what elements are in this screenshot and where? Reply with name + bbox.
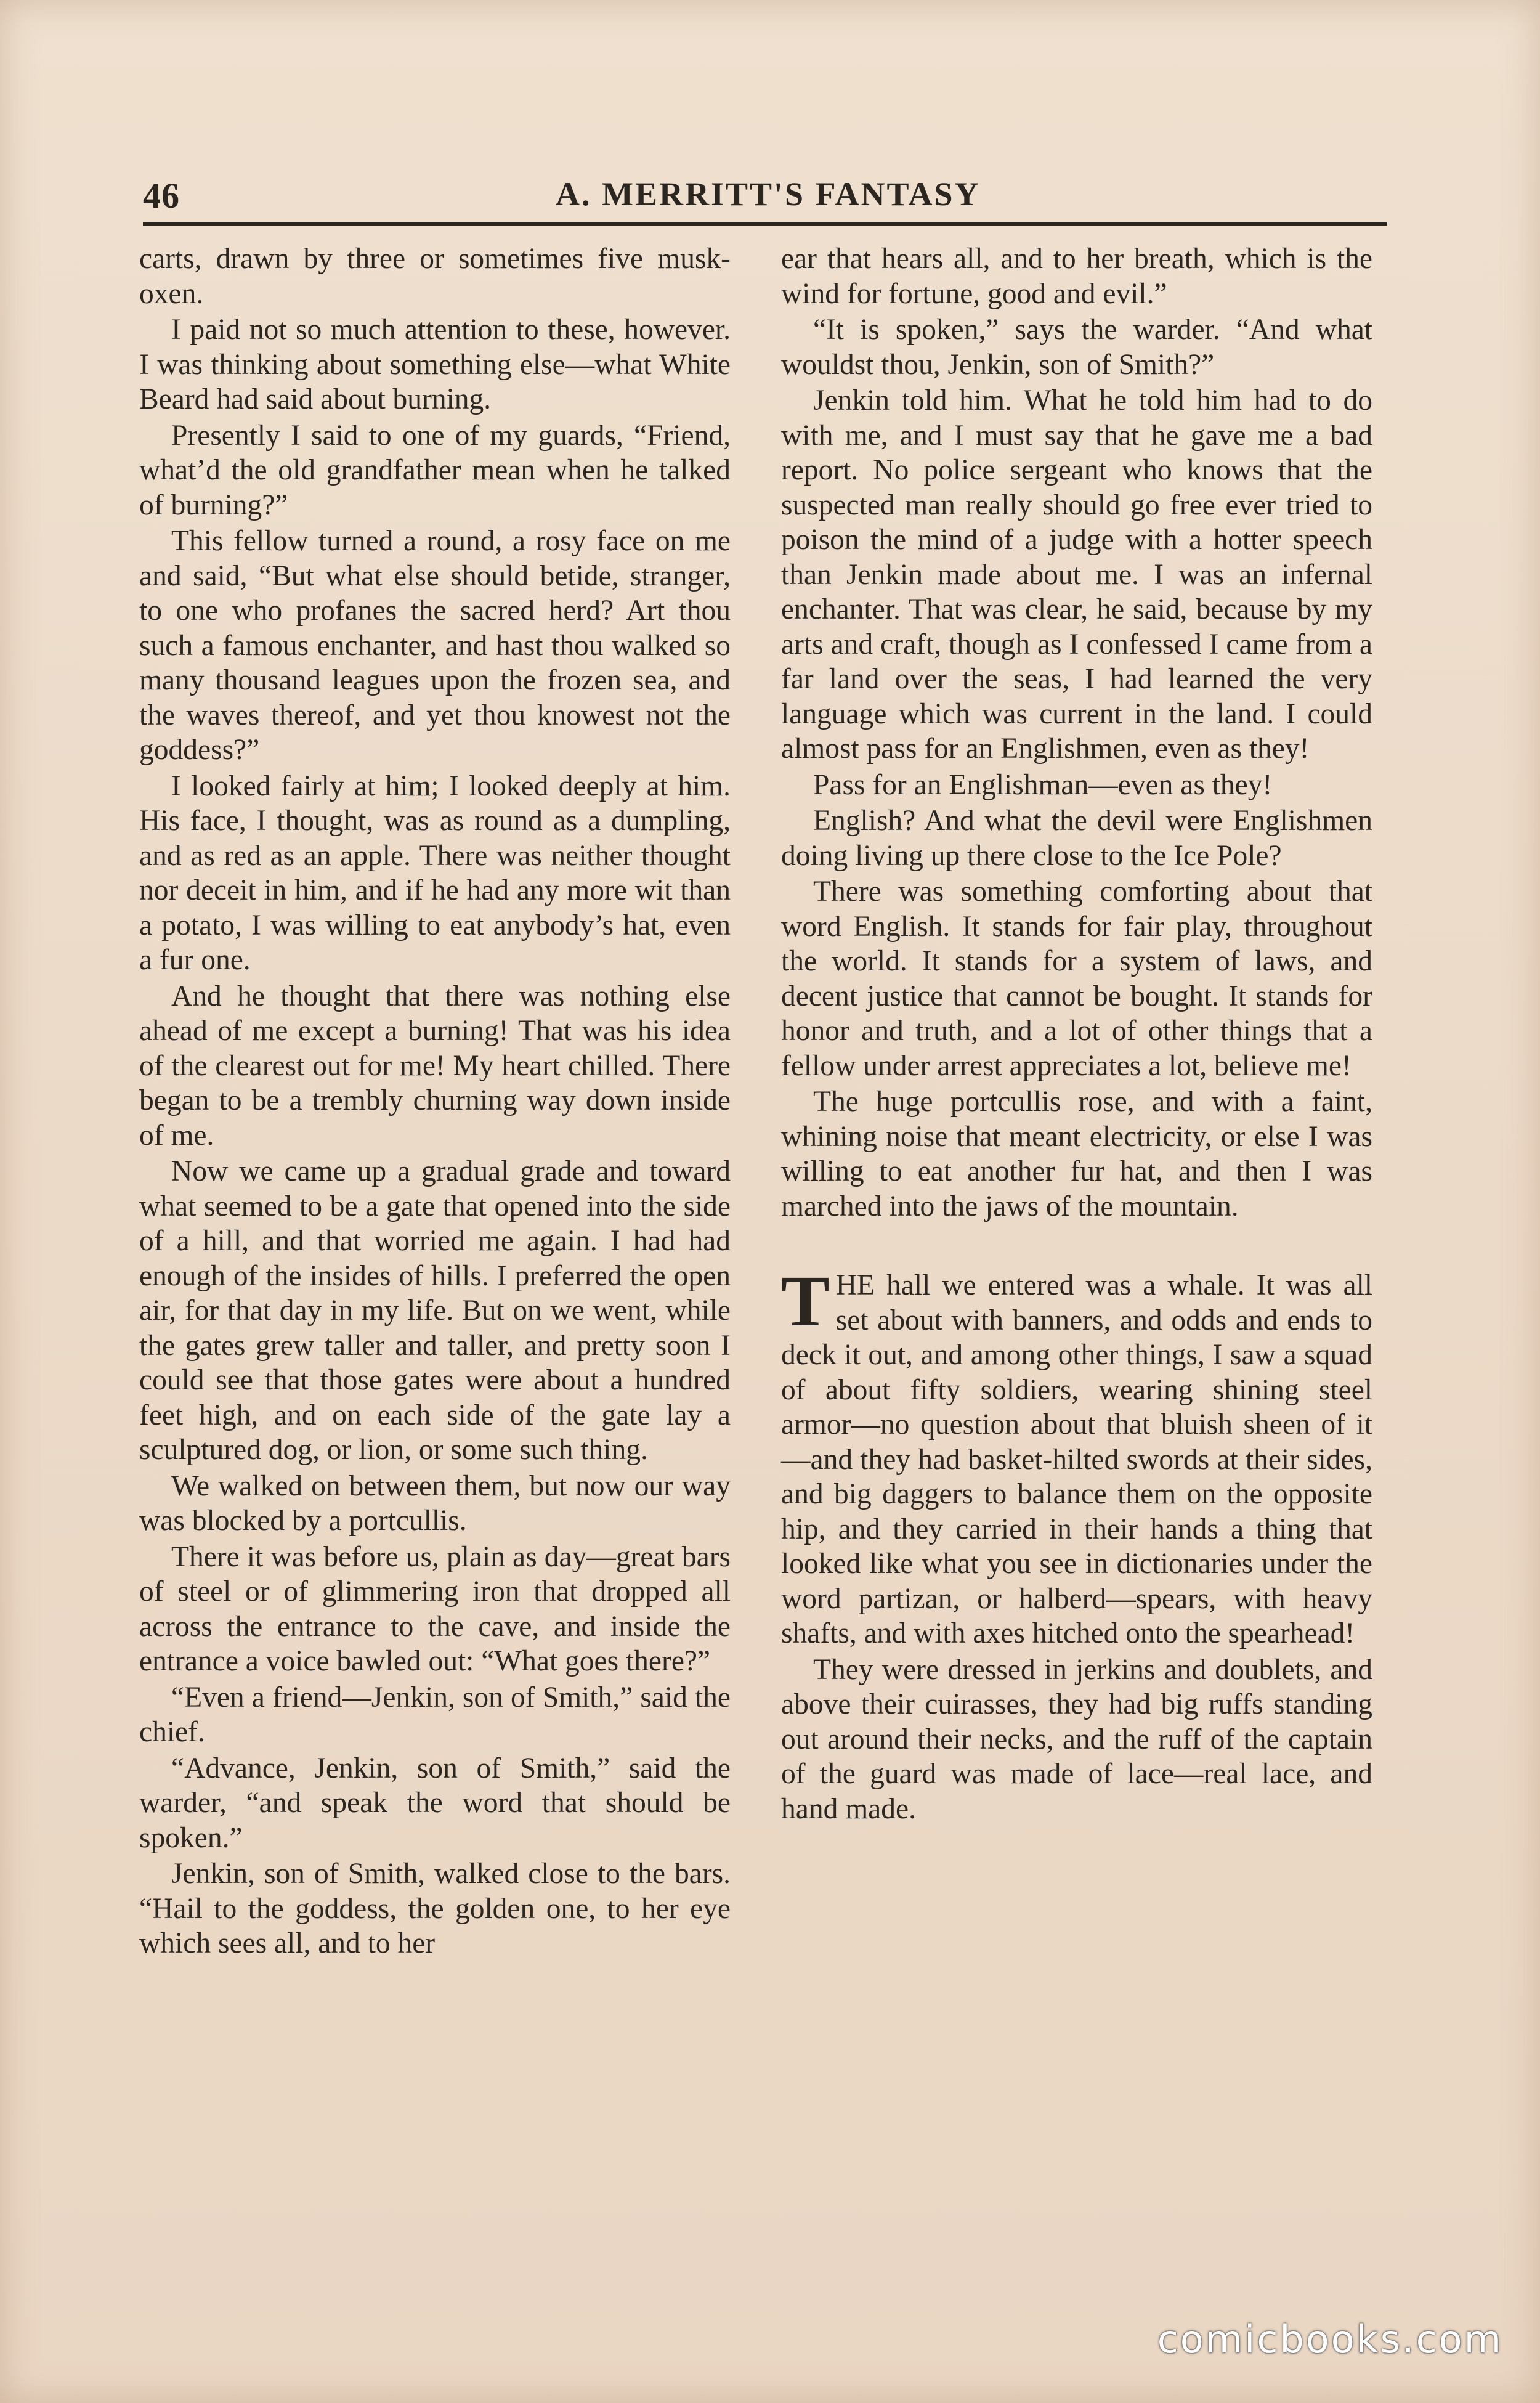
paragraph: And he thought that there was nothing else ahead of me except a burning! That was his idea of the clearest out for me! My heart chilled. There began to be a trembly churning way down inside of me.: [139, 980, 731, 1152]
section-opening-text: HE hall we entered was a whale. It was all set about with banners, and odds and ends to deck it out, and among other things, I saw a squad of about fifty soldiers, wearing shining steel armor—no question about that bluish sheen of it—and they had basket-hilted swords at their sides, and big daggers to balance them on the opposite hip, and they carried in their hands a thing that looked like what you see in dictionaries under the word partizan, or halberd—spears, with heavy shafts, and with axes hitched onto the spearhead!: [781, 1269, 1372, 1649]
paragraph: Pass for an Englishman—even as they!: [813, 768, 1273, 801]
paragraph: Presently I said to one of my guards, “Friend, what’d the old grandfather mean when he talked of burning?”: [139, 419, 731, 521]
paragraph: English? And what the devil were Englishmen doing living up there close to the Ice Pole?: [781, 805, 1372, 872]
page-header: [143, 171, 1387, 221]
paragraph: Jenkin told him. What he told him had to do with me, and I must say that he gave me a bad report. No police sergeant who knows that the suspected man really should go free ever tried to poison the mind of a judge with a hotter speech than Jenkin made about me. I was an infernal enchanter. That was clear, he said, because by my arts and craft, though as I confessed I came from a far land over the seas, I had learned the very language which was current in the land. I could almost pass for an Englishmen, even as they!: [781, 384, 1372, 765]
right-column: [781, 242, 1372, 1828]
paragraph: This fellow turned a round, a rosy face on me and said, “But what else should betide, stranger, to one who profanes the sacred herd? Art thou such a famous enchanter, and hast thou walked so many thousand leagues upon the frozen sea, and the waves thereof, and yet thou knowest not the goddess?”: [139, 525, 731, 766]
paragraph: There was something comforting about that word English. It stands for fair play, throughout the world. It stands for a system of laws, and decent justice that cannot be bought. It stands for honor and truth, and a lot of other things that a fellow under arrest appreciates a lot, believe me!: [781, 876, 1372, 1082]
left-column: [139, 242, 731, 1962]
paragraph: I paid not so much attention to these, however. I was thinking about something else—what White Beard had said about burning.: [139, 314, 731, 415]
paragraph: Now we came up a gradual grade and toward what seemed to be a gate that opened into the side of a hill, and that worried me again. I had had enough of the insides of hills. I preferred the open air, for that day in my life. But on we went, while the gates grew taller and taller, and pretty soon I could see that those gates were about a hundred feet high, and on each side of the gate lay a sculptured dog, or lion, or some such thing.: [139, 1155, 731, 1466]
drop-cap: T: [781, 1261, 830, 1341]
section-opening-paragraph: [781, 1261, 1372, 1651]
page-number: 46: [143, 176, 180, 216]
paragraph: We walked on between them, but now our way was blocked by a portcullis.: [139, 1470, 731, 1537]
paragraph: Jenkin, son of Smith, walked close to the bars. “Hail to the goddess, the golden one, to her eye which sees all, and to her: [139, 1858, 731, 1959]
paragraph: The huge portcullis rose, and with a faint, whining noise that meant electricity, or else I was willing to eat another fur hat, and then I was marched into the jaws of the mountain.: [781, 1086, 1372, 1222]
paragraph: I looked fairly at him; I looked deeply at him. His face, I thought, was as round as a dumpling, and as red as an apple. There was neither thought nor deceit in him, and if he had any more wit than a potato, I was willing to eat anybody’s hat, even a fur one.: [139, 770, 731, 976]
watermark: comicbooks.com: [1157, 2317, 1503, 2362]
paragraph: They were dressed in jerkins and doublets, and above their cuirasses, they had big ruffs standing out around their necks, and the ruff of the captain of the guard was made of lace—real lace, and hand made.: [781, 1653, 1372, 1825]
header-rule: [143, 222, 1387, 226]
paragraph: carts, drawn by three or sometimes five musk-oxen.: [139, 243, 731, 310]
paragraph: ear that hears all, and to her breath, which is the wind for fortune, good and evil.”: [781, 243, 1372, 310]
paragraph: There it was before us, plain as day—great bars of steel or of glimmering iron that dropped all across the entrance to the cave, and inside the entrance a voice bawled out: “What goes there?”: [139, 1540, 731, 1677]
paragraph: “Even a friend—Jenkin, son of Smith,” said the chief.: [139, 1681, 731, 1748]
paragraph: “Advance, Jenkin, son of Smith,” said the warder, “and speak the word that should be spoken.”: [139, 1752, 731, 1854]
section-break-space: [781, 1225, 1372, 1268]
running-head: A. MERRITT'S FANTASY: [556, 176, 981, 213]
paragraph: “It is spoken,” says the warder. “And what wouldst thou, Jenkin, son of Smith?”: [781, 314, 1372, 381]
